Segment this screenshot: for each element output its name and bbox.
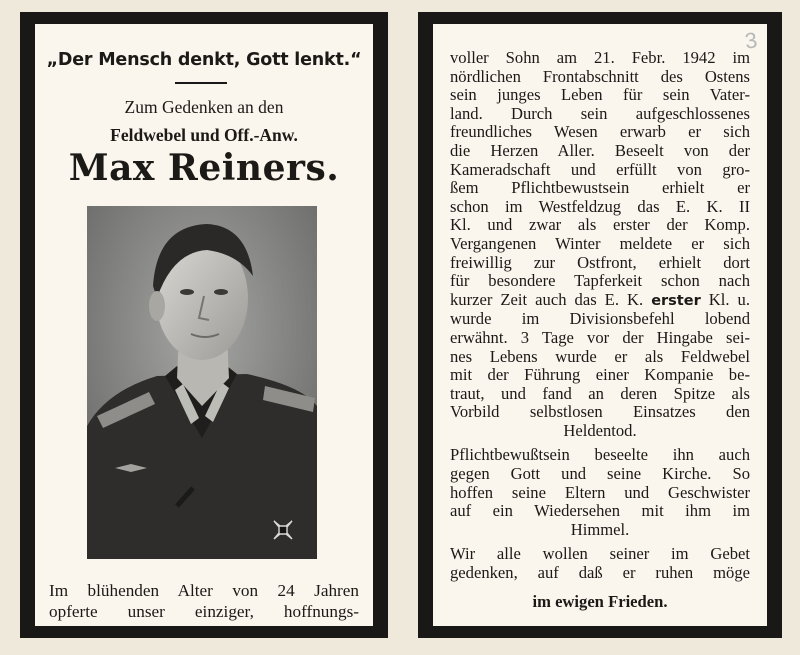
- text-line: freundliches Wesen erwarb er sich: [450, 122, 750, 142]
- text-line: nördlichen Frontabschnitt des Ostens: [450, 66, 750, 86]
- left-bottom-line-1: Im blühenden Alter von 24 Jahren: [49, 581, 359, 600]
- text-line: Kameradschaft und erfüllt von gro-: [450, 159, 750, 179]
- text-line: gegen Gott und seine Kirche. So: [450, 464, 750, 484]
- left-bottom-line-2: opferte unser einziger, hoffnungs-: [49, 602, 359, 621]
- text-line: voller Sohn am 21. Febr. 1942 im: [450, 48, 750, 67]
- text-line: ßem Pflichtbewustsein erhielt er: [450, 178, 750, 198]
- right-text-block: [450, 49, 750, 611]
- ek-prefix: kurzer Zeit auch das E. K.: [450, 289, 644, 309]
- text-line: erwähnt. 3 Tage vor der Hingabe sei-: [450, 327, 750, 347]
- text-line: Kl. und zwar als erster der Komp.: [450, 215, 750, 235]
- text-line: freiwillig zur Ostfront, erhielt dort: [450, 252, 750, 272]
- text-line: schon im Westfeldzug das E. K. II: [450, 196, 750, 216]
- rank-line: Feldwebel und Off.-Anw.: [110, 125, 298, 145]
- text-line: Vorbild selbstlosen Einsatzes den: [450, 402, 750, 422]
- text-line-ek: [450, 291, 750, 311]
- ek-emphasis: erster: [651, 292, 701, 309]
- text-line: Himmel.: [570, 519, 630, 539]
- memorial-heading: Zum Gedenken an den: [124, 97, 284, 117]
- text-line: die Herzen Aller. Beseelt von der: [450, 140, 750, 160]
- text-line: auf ein Wiedersehen mit ihm im: [450, 501, 750, 521]
- right-card: [418, 12, 782, 638]
- left-panel: [35, 24, 373, 626]
- left-card: [20, 12, 388, 638]
- text-line: nes Lebens wurde er als Feldwebel: [450, 346, 750, 366]
- ek-suffix: Kl. u.: [708, 289, 751, 309]
- motto: „Der Mensch denkt, Gott lenkt.“: [46, 50, 362, 70]
- text-line: wurde im Divisionsbefehl lobend: [450, 309, 750, 329]
- text-line: sein junges Leben für sein Vater-: [450, 85, 750, 105]
- motto-divider: [175, 82, 227, 84]
- text-line: mit der Führung einer Kompanie be-: [450, 365, 750, 385]
- text-line: Vergangenen Winter meldete er sich: [450, 233, 750, 253]
- text-line: hoffen seine Eltern und Geschwister: [450, 482, 750, 502]
- archive-number: 3: [743, 27, 759, 54]
- text-line: gedenken, auf daß er ruhen möge: [450, 563, 750, 583]
- text-line: land. Durch sein aufgeschlossenes: [450, 103, 750, 123]
- right-panel: [433, 24, 767, 626]
- text-line: traut, und fand an deren Spitze als: [450, 383, 750, 403]
- deceased-name: Max Reiners.: [68, 147, 340, 189]
- soldier-portrait-image: [87, 206, 317, 559]
- text-line: für besondere Tapferkeit schon nach: [450, 271, 750, 291]
- portrait-photo: [87, 206, 317, 559]
- closing-line: im ewigen Frieden.: [532, 591, 668, 611]
- left-bottom-text: [49, 580, 359, 622]
- text-line: Heldentod.: [563, 420, 637, 440]
- text-line: Wir alle wollen seiner im Gebet: [450, 544, 750, 564]
- text-line: Pflichtbewußtsein beseelte ihn auch: [450, 445, 750, 465]
